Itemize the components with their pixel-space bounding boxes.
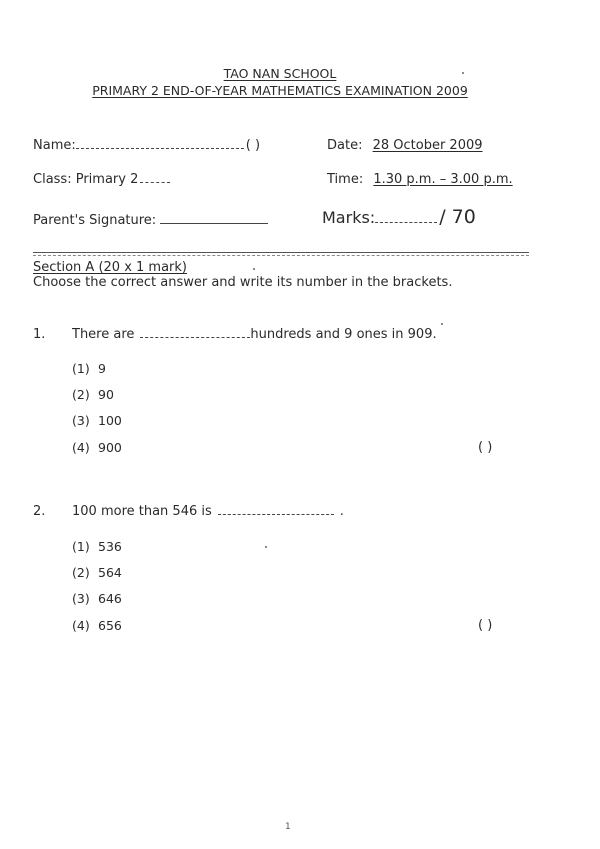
time-label: Time: (327, 172, 364, 187)
exam-title: PRIMARY 2 END-OF-YEAR MATHEMATICS EXAMINATION 2009 (92, 83, 468, 98)
time-row (327, 172, 513, 187)
question-2-number: 2. (33, 504, 46, 519)
question-1-option-3: (3) 100 (72, 413, 122, 428)
class-field[interactable] (33, 172, 170, 187)
section-instruction: Choose the correct answer and write its number in the brackets. (33, 275, 453, 290)
signature-label: Parent's Signature: (33, 213, 157, 228)
question-1-number: 1. (33, 327, 46, 342)
page-marker: 1 (285, 822, 291, 832)
question-1-answer-brackets[interactable]: ( ) (478, 440, 493, 455)
name-label: Name: (33, 138, 76, 153)
header-divider-faint (33, 255, 529, 256)
question-2-answer-brackets[interactable]: ( ) (478, 618, 493, 633)
date-label: Date: (327, 138, 363, 153)
school-name: TAO NAN SCHOOL (223, 66, 337, 81)
question-1-answer-blank[interactable] (140, 327, 250, 338)
name-index-brackets: ( ) (245, 138, 261, 153)
name-field[interactable] (33, 138, 260, 153)
class-label: Class: Primary 2 (33, 172, 139, 187)
question-2-option-3: (3) 646 (72, 591, 122, 606)
marks-blank[interactable] (375, 210, 437, 223)
section-title: Section A (20 x 1 mark) (33, 260, 188, 275)
signature-field[interactable] (33, 213, 268, 228)
marks-total: / 70 (439, 206, 476, 228)
question-2-text: 100 more than 546 is . (72, 504, 344, 519)
question-1-option-4: (4) 900 (72, 440, 122, 455)
scan-speck (462, 72, 464, 74)
scan-speck (441, 323, 443, 325)
scan-speck (265, 546, 267, 548)
signature-blank[interactable] (160, 213, 268, 224)
question-1-option-1: (1) 9 (72, 361, 106, 376)
question-1-text: There are hundreds and 9 ones in 909. (72, 327, 437, 342)
date-value: 28 October 2009 (372, 138, 483, 153)
marks-label: Marks: (322, 208, 376, 227)
question-1-option-2: (2) 90 (72, 387, 114, 402)
date-row (327, 138, 483, 153)
question-2-option-4: (4) 656 (72, 618, 122, 633)
question-2-answer-blank[interactable] (218, 504, 334, 515)
marks-field[interactable] (322, 206, 476, 228)
time-value: 1.30 p.m. – 3.00 p.m. (373, 172, 513, 187)
question-2-option-1: (1) 536 (72, 539, 122, 554)
scan-speck (253, 268, 255, 270)
name-blank[interactable] (76, 138, 244, 149)
header-divider (33, 252, 529, 253)
class-blank[interactable] (140, 172, 170, 183)
question-2-option-2: (2) 564 (72, 565, 122, 580)
